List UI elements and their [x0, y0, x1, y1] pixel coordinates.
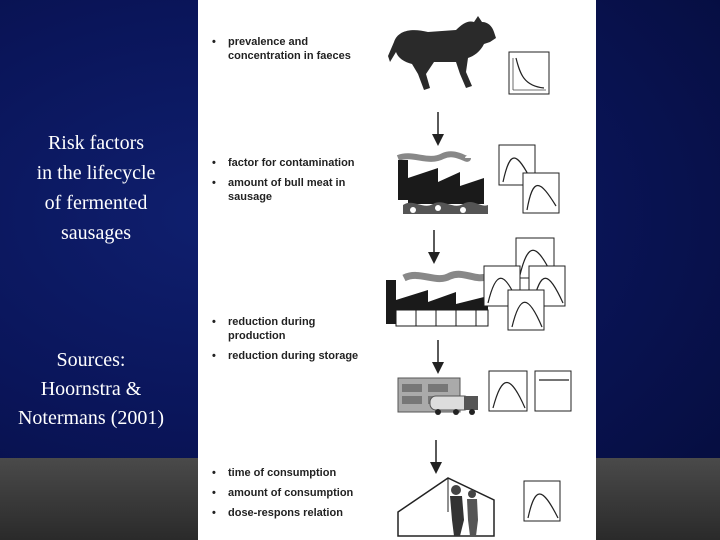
distribution-plot: [508, 290, 544, 330]
distribution-plot: [524, 481, 560, 521]
bullet-line: amount of bull meat in: [228, 177, 346, 189]
bullet-line: reduction during: [228, 316, 316, 328]
sources-citation: [0, 346, 182, 433]
bullet-line: amount of consumption: [228, 487, 354, 499]
title-line: in the lifecycle: [36, 162, 156, 184]
bullet-line: time of consumption: [228, 467, 337, 479]
bullet-line: concentration in faeces: [228, 50, 351, 62]
bullet-line: production: [228, 330, 286, 342]
slide-title: [10, 128, 182, 248]
title-line: Risk factors: [47, 132, 145, 154]
bullet-line: factor for contamination: [228, 157, 355, 169]
distribution-plot: [509, 52, 549, 94]
consumers-icon: [398, 478, 494, 536]
distribution-plot: [523, 173, 559, 213]
bullet-line: reduction during storage: [228, 350, 359, 362]
sources-line: Notermans (2001): [17, 407, 165, 429]
sources-line: Sources:: [56, 349, 126, 371]
slaughterhouse-icon: [398, 154, 488, 214]
diagram-panel: [198, 0, 596, 540]
diagram-graphics: [198, 0, 596, 540]
bullet-line: prevalence and: [228, 36, 309, 48]
bullet-line: sausage: [228, 191, 273, 203]
bullet-line: dose-respons relation: [228, 507, 343, 519]
title-line: sausages: [61, 222, 131, 244]
factory-icon: [386, 274, 488, 326]
distribution-plot: [535, 371, 571, 411]
bull-icon: [388, 16, 496, 90]
distribution-plot: [489, 371, 527, 411]
sources-line: Hoornstra &: [40, 378, 142, 400]
truck-icon: [398, 378, 478, 415]
title-line: of fermented: [44, 192, 148, 214]
